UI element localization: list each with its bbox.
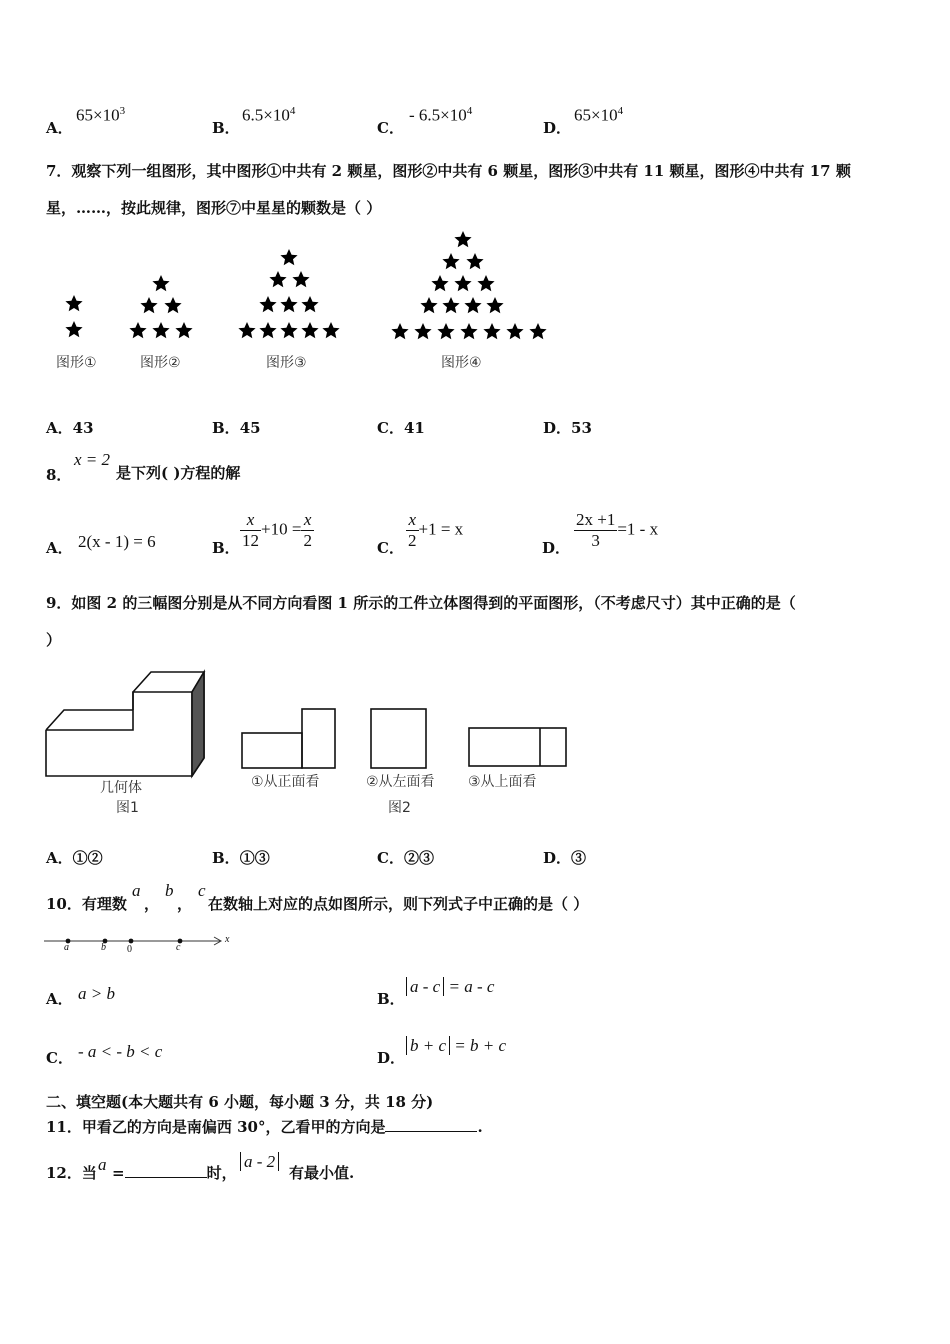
option-label: B． (212, 539, 240, 557)
q8-option-c-expression: $\frac{x}{2}$ +1 = x (408, 510, 464, 550)
q7-stem-line1: 7．观察下列一组图形，其中图形①中共有 2 颗星，图形②中共有 6 颗星，图形③中共有 11 颗星，图形④中共有 17 颗 (46, 162, 851, 180)
q9-stem-line2: ） (46, 631, 62, 649)
option-label: D． (377, 1049, 406, 1067)
option-label: A． (46, 119, 73, 137)
view-front-label: ①从正面看 (251, 774, 320, 790)
q12-var: a (98, 1155, 107, 1174)
figure-2-label: 图形② (140, 355, 181, 371)
q7-stem-line2: 星，……，按此规律，图形⑦中星星的颗数是（ ） (46, 199, 382, 217)
q10-option-d-expression: b + c = b + c (406, 1036, 506, 1056)
fig1-caption: 几何体 (100, 780, 142, 796)
option-c: C．41 (377, 419, 425, 437)
option-c: C．②③ (377, 849, 434, 867)
fig2-label: 图2 (388, 800, 411, 816)
q10-option-c-expression: - a < - b < c (78, 1042, 163, 1061)
figure-1-stars (65, 295, 82, 337)
option-label: B． (377, 990, 405, 1008)
option-a: A．43 (46, 419, 94, 437)
option-label: A． (46, 990, 73, 1008)
q12-abs-expression: a - 2 (240, 1152, 279, 1172)
q7-options (46, 417, 926, 437)
answer-blank[interactable] (385, 1131, 477, 1132)
view-top (469, 728, 566, 766)
view-left (371, 709, 426, 768)
option-b: B．①③ (212, 849, 270, 867)
option-label: C． (377, 119, 404, 137)
axis-label-a: a (64, 942, 69, 953)
point-0 (129, 939, 134, 944)
view-front (242, 709, 335, 768)
option-d: D．③ (543, 849, 587, 867)
q8-option-a-expression: 2(x - 1) = 6 (78, 532, 156, 551)
option-label: A． (46, 539, 73, 557)
q8-stem: 是下列( )方程的解 (116, 464, 241, 482)
view-left-label: ②从左面看 (366, 774, 435, 790)
q8-option-b-expression: $\frac{x}{12}$ +10 = $\frac{x}{2}$ (242, 510, 312, 550)
q10-suffix: 在数轴上对应的点如图所示，则下列式子中正确的是（ ） (208, 895, 589, 913)
option-expression: $65\times 10^3$ (76, 105, 126, 125)
figure-3-label: 图形③ (266, 355, 307, 371)
q10-prefix: 10．有理数 (46, 895, 127, 913)
option-expression: - $6.5\times 10^4$ (409, 105, 473, 125)
view-top-label: ③从上面看 (468, 774, 537, 790)
axis-label-0: 0 (127, 944, 132, 955)
option-expression: $65\times 10^4$ (574, 105, 624, 125)
fig1-label: 图1 (116, 800, 139, 816)
axis-name: x (225, 934, 230, 945)
option-label: C． (377, 539, 404, 557)
option-label: B． (212, 119, 240, 137)
q10-var-b: b (165, 881, 174, 900)
q8-equation: x = 2 (74, 450, 111, 469)
figure-4-label: 图形④ (441, 355, 482, 371)
figure-2-stars (129, 275, 192, 338)
option-label: C． (46, 1049, 73, 1067)
q8-option-d-expression: $\frac{2x +1}{3}$ =1 - x (576, 510, 659, 550)
solid-figure (46, 672, 204, 776)
option-expression: $6.5\times 10^4$ (242, 105, 296, 125)
axis-label-b: b (101, 942, 106, 953)
q9-options (46, 847, 926, 867)
option-label: D． (543, 119, 572, 137)
q9-stem-line1: 9．如图 2 的三幅图分别是从不同方向看图 1 所示的工件立体图得到的平面图形，（不考虑尺寸）其中正确的是（ (46, 594, 796, 612)
option-label: D． (542, 539, 571, 557)
q10-option-a-expression: a > b (78, 984, 115, 1003)
q12-answer: = 时， (112, 1164, 237, 1182)
section-title: 二、填空题(本大题共有 6 小题，每小题 3 分，共 18 分) (46, 1093, 434, 1111)
option-d: D．53 (543, 419, 592, 437)
q10-sep: ， (144, 895, 160, 913)
q12-prefix: 12．当 (46, 1164, 97, 1182)
number-line (42, 930, 242, 958)
q8-number: 8． (46, 466, 72, 484)
option-a: A．①② (46, 849, 103, 867)
axis-label-c: c (176, 942, 181, 953)
figure-1-label: 图形① (56, 355, 97, 371)
figure-3-stars (238, 249, 339, 338)
option-b: B．45 (212, 419, 261, 437)
figure-4-stars (391, 231, 546, 339)
q6-options (46, 105, 926, 135)
q10-option-b-expression: a - c = a - c (406, 977, 494, 997)
answer-blank[interactable] (125, 1177, 207, 1178)
q10-sep: ， (177, 895, 193, 913)
q10-var-a: a (132, 881, 141, 900)
q10-var-c: c (198, 881, 206, 900)
q11-stem: 11．甲看乙的方向是南偏西 30°，乙看甲的方向是 . (46, 1118, 483, 1136)
q12-end: 有最小值. (289, 1164, 355, 1182)
